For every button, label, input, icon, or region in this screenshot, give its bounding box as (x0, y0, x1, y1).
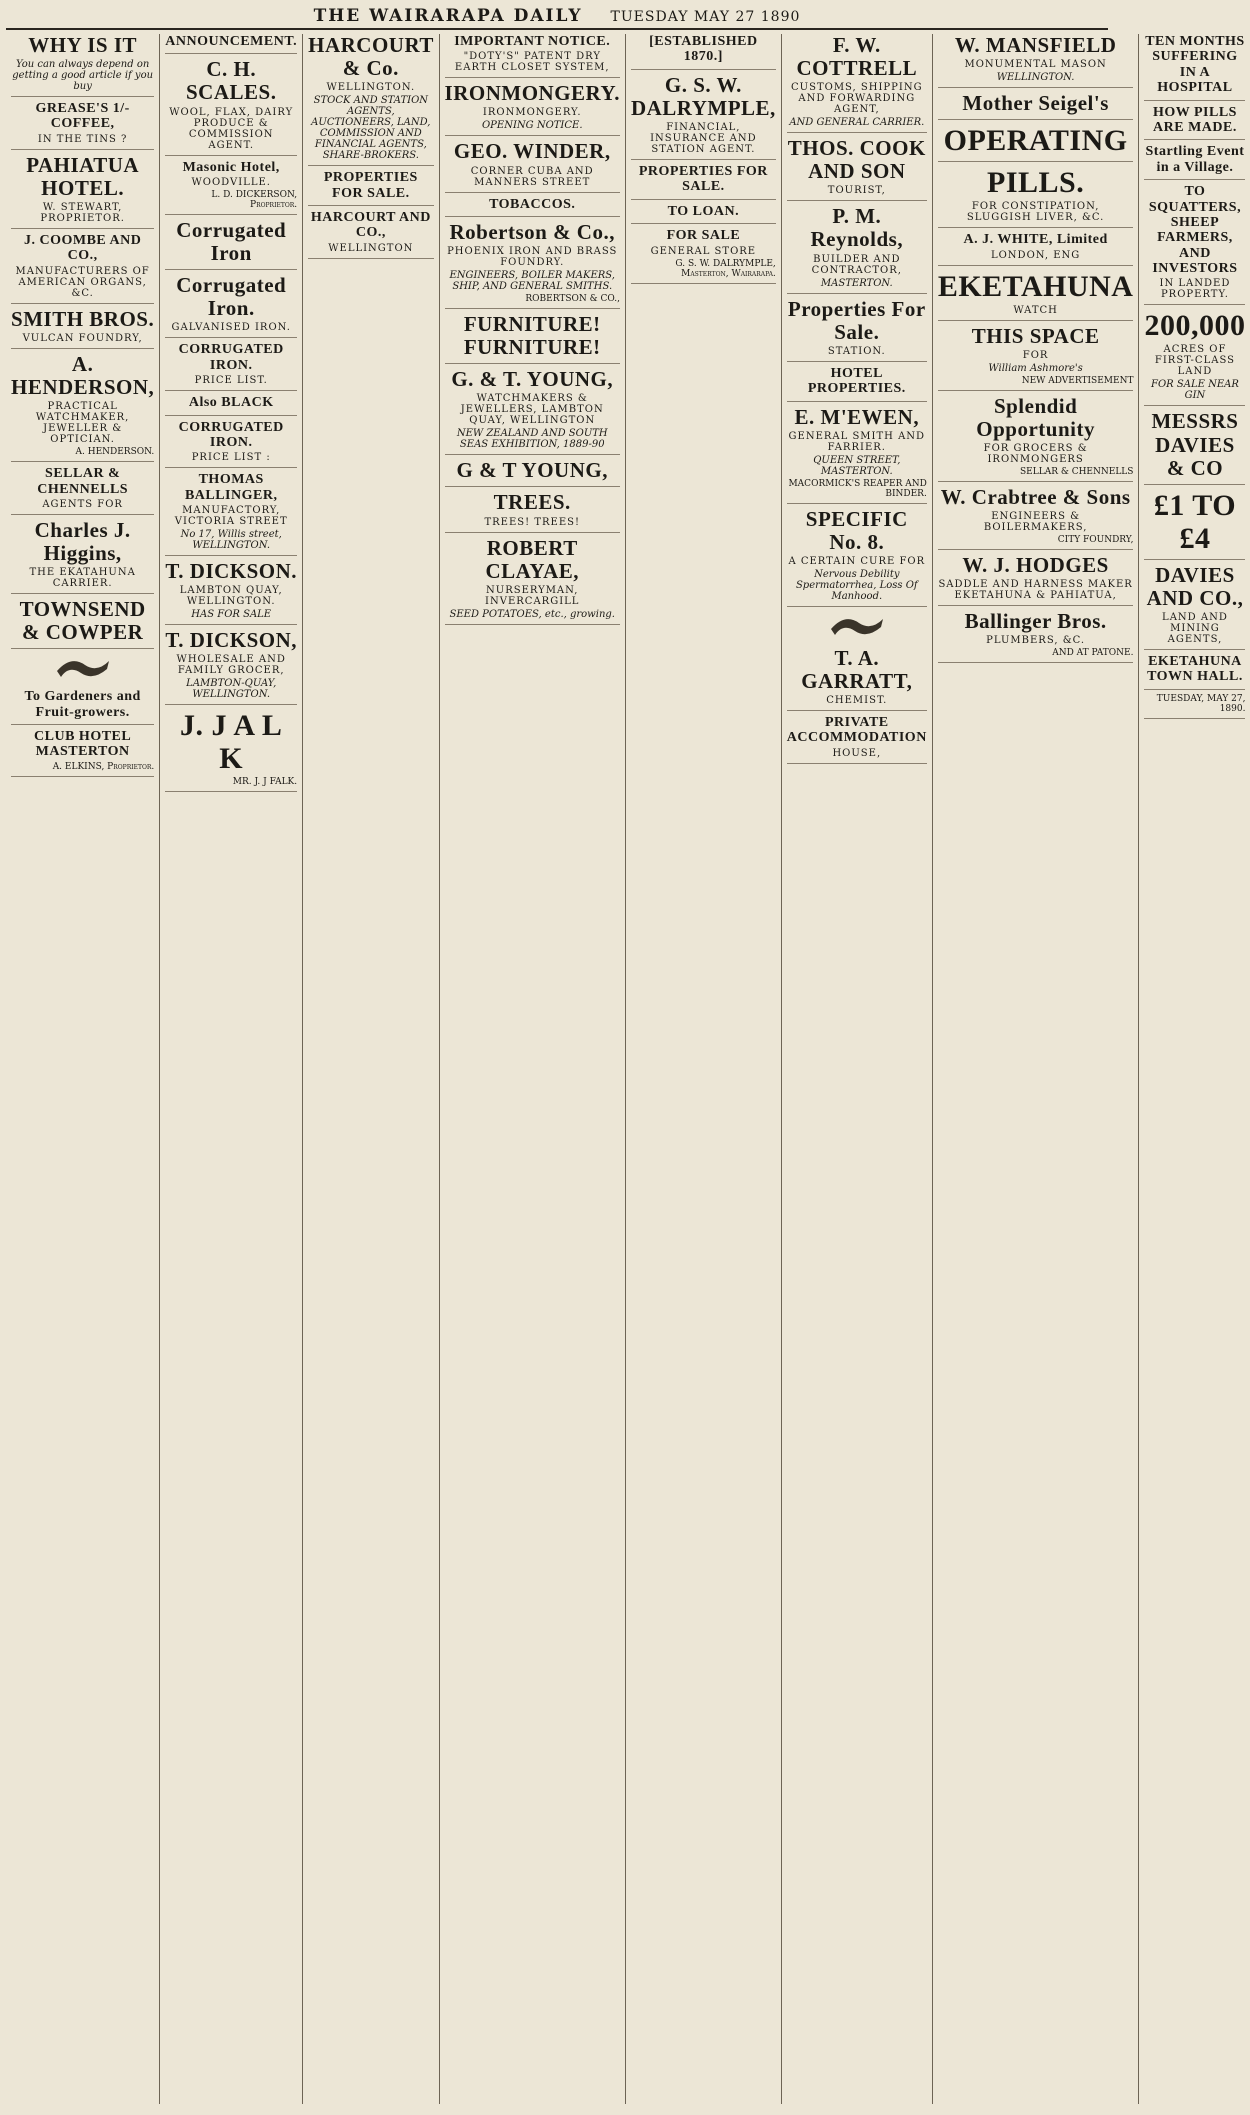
ad-headline: G & T YOUNG, (456, 458, 608, 483)
advertisement (165, 472, 297, 556)
ad-subhead: GENERAL STORE (650, 245, 757, 257)
ad-headline: SMITH BROS. (11, 306, 155, 331)
ad-body: SEED POTATOES, etc., growing. (449, 608, 615, 620)
ad-signoff: A. ELKINS, Proprietor. (52, 761, 155, 772)
ad-headline: Ballinger Bros. (964, 609, 1107, 634)
ad-headline: CLUB HOTEL MASTERTON (34, 729, 132, 760)
column-5 (626, 34, 782, 2104)
column-2 (160, 34, 303, 2104)
ad-headline: DAVIES AND CO., (1146, 562, 1244, 610)
ad-headline: PRIVATE ACCOMMODATION (786, 715, 927, 746)
ad-signoff: TUESDAY, MAY 27, 1890. (1156, 693, 1246, 714)
advertisement (445, 537, 620, 625)
ad-subhead: WOOL, FLAX, DAIRY PRODUCE & COMMISSION AGENT. (169, 106, 294, 151)
ad-body: STOCK AND STATION AGENTS, AUCTIONEERS, LAND, COMMISSION AND FINANCIAL AGENTS, SHARE-BROKERS. (311, 95, 431, 162)
ad-headline: CORRUGATED IRON. (178, 419, 284, 450)
ad-subhead: HOUSE, (832, 747, 882, 759)
ad-subhead: FOR GROCERS & IRONMONGERS (983, 442, 1088, 465)
advertisement (165, 160, 297, 215)
ad-body: LAMBTON-QUAY, WELLINGTON. (186, 678, 277, 701)
ad-headline: 200,000 (1144, 309, 1246, 343)
ad-signoff: MR. J. J FALK. (232, 777, 298, 788)
advertisement (1144, 144, 1245, 180)
ad-headline: PROPERTIES FOR SALE. (323, 170, 418, 201)
ad-headline: Charles J. Higgins, (34, 517, 131, 565)
ad-subhead: TREES! TREES! (484, 516, 580, 528)
advertisement (165, 274, 297, 338)
ad-headline: Corrugated Iron (176, 217, 287, 266)
column-3 (303, 34, 439, 2104)
ad-signoff: L. D. DICKERSON, Proprietor. (211, 189, 298, 210)
saddle-engraving-icon (53, 653, 113, 683)
ad-headline: A. J. WHITE, Limited (963, 232, 1108, 248)
masthead-date: TUESDAY MAY 27 1890 (610, 9, 801, 25)
advertisement (165, 34, 297, 54)
ad-headline: Splendid Opportunity (976, 393, 1095, 441)
ad-headline: GEO. WINDER, (453, 139, 611, 164)
ad-headline: [ESTABLISHED 1870.] (649, 34, 758, 65)
advertisement (11, 519, 154, 594)
column-8 (1139, 34, 1250, 2104)
ad-body: HAS FOR SALE (191, 609, 272, 621)
ad-signoff: NEW ADVERTISEMENT (1021, 375, 1134, 386)
ad-headline: Robertson & Co., (449, 219, 615, 244)
advertisement (445, 34, 620, 78)
column-4 (440, 34, 626, 2104)
ad-subhead: AGENTS FOR (42, 498, 123, 510)
ad-headline: FURNITURE! FURNITURE! (463, 312, 601, 360)
ad-subhead: PHOENIX IRON AND BRASS FOUNDRY. (447, 246, 618, 269)
ad-headline: TO LOAN. (667, 203, 740, 219)
column-7 (933, 34, 1140, 2104)
advertisement (445, 368, 620, 455)
ad-headline: G. & T. YOUNG, (451, 367, 614, 392)
ad-subhead: PRICE LIST. (194, 375, 268, 387)
ad-headline: Also BLACK (188, 395, 274, 411)
advertisement (1144, 654, 1245, 690)
ad-headline: SPECIFIC No. 8. (805, 506, 908, 554)
ad-headline: EKETAHUNA TOWN HALL. (1147, 653, 1243, 685)
advertisement (165, 560, 297, 625)
ad-subhead: IRONMONGERY. (482, 107, 582, 119)
advertisement (165, 219, 297, 270)
ad-headline: HOTEL PROPERTIES. (807, 365, 906, 397)
ad-subhead: ENGINEERS & BOILERMAKERS, (983, 510, 1088, 533)
advertisement (11, 308, 154, 349)
ad-subhead: PLUMBERS, &C. (986, 635, 1086, 647)
ad-headline: £1 TO £4 (1153, 488, 1237, 555)
advertisement (938, 270, 1134, 321)
ad-headline: W. J. HODGES (962, 552, 1109, 577)
advertisement (631, 74, 776, 160)
ad-headline: PROPERTIES FOR SALE. (638, 163, 768, 195)
advertisement (308, 170, 433, 206)
ad-subhead: LAMBTON QUAY, WELLINGTON. (179, 585, 283, 608)
advertisement (938, 395, 1134, 482)
ad-body: MASTERTON. (820, 277, 893, 289)
ad-headline: A. HENDERSON, (11, 351, 155, 400)
ad-subhead: LAND AND MINING AGENTS, (1162, 611, 1228, 645)
ad-headline: Corrugated Iron. (176, 273, 287, 321)
ad-headline: FOR SALE (666, 228, 741, 244)
advertisement (938, 232, 1134, 265)
ad-headline: CORRUGATED IRON. (178, 342, 284, 373)
advertisement (11, 101, 154, 150)
ad-subhead: CORNER CUBA AND MANNERS STREET (470, 165, 594, 188)
ad-subhead: IN THE TINS ? (37, 133, 128, 145)
ad-subhead: MONUMENTAL MASON (964, 59, 1107, 71)
advertisement (165, 709, 297, 792)
ad-headline: OPERATING (943, 124, 1128, 158)
ad-headline: TOBACCOS. (489, 196, 576, 212)
advertisement (11, 466, 154, 515)
ad-subhead: CUSTOMS, SHIPPING AND FORWARDING AGENT, (791, 82, 923, 116)
ad-subhead: LONDON, ENG (990, 249, 1081, 261)
ad-headline: HOW PILLS ARE MADE. (1152, 104, 1237, 135)
ad-subhead: WOODVILLE. (191, 176, 271, 188)
ad-headline: PAHIATUA HOTEL. (26, 152, 140, 200)
ad-subhead: GALVANISED IRON. (171, 322, 291, 334)
ad-headline: T. DICKSON, (165, 628, 298, 653)
ad-subhead: WELLINGTON (328, 242, 414, 254)
advertisement (445, 313, 620, 364)
ad-body: You can always depend on getting a good article if you buy (12, 59, 154, 93)
advertisement (787, 298, 927, 362)
ad-headline: W. Crabtree & Sons (940, 484, 1131, 509)
ad-signoff: AND AT PATONE. (1052, 648, 1134, 659)
ad-headline: IMPORTANT NOTICE. (454, 34, 611, 49)
advertisement (1144, 105, 1245, 141)
ad-signoff: CITY FOUNDRY, (1057, 534, 1134, 545)
advertisement (787, 137, 927, 201)
ad-subhead: FINANCIAL, INSURANCE AND STATION AGENT. (650, 121, 757, 155)
engraving-ornament (787, 611, 927, 643)
advertisement (445, 140, 620, 192)
ad-headline: WHY IS IT (28, 33, 138, 57)
advertisement (165, 58, 297, 155)
ad-headline: TOWNSEND & COWPER (19, 597, 146, 645)
ad-body: AND GENERAL CARRIER. (789, 117, 925, 129)
ad-signoff: A. HENDERSON. (75, 447, 155, 458)
ad-headline: HARCOURT AND CO., (310, 209, 431, 241)
advertisement (631, 34, 776, 70)
ad-headline: T. DICKSON. (165, 559, 298, 584)
ad-headline: To Gardeners and Fruit-growers. (24, 689, 141, 720)
advertisement (938, 486, 1134, 550)
columns-grid (6, 33, 1246, 2104)
ad-headline: E. M'EWEN, (794, 404, 920, 429)
advertisement (11, 353, 154, 462)
ad-headline: EKETAHUNA (937, 269, 1134, 303)
saddle-engraving-icon (827, 611, 887, 641)
advertisement (938, 92, 1134, 120)
advertisement (1144, 694, 1245, 719)
masthead-title: THE WAIRARAPA DAILY (313, 6, 583, 26)
advertisement (445, 459, 620, 487)
ad-headline: P. M. Reynolds, (810, 204, 904, 252)
advertisement (938, 325, 1134, 391)
advertisement (787, 715, 927, 764)
ad-headline: THOS. COOK AND SON (787, 136, 926, 184)
ad-headline: TO SQUATTERS, SHEEP FARMERS, AND INVESTORS (1148, 184, 1242, 277)
ad-subhead: WHOLESALE AND FAMILY GROCER, (176, 654, 286, 677)
ad-subhead: WATCHMAKERS & JEWELLERS, LAMBTON QUAY, WELLINGTON (460, 393, 604, 427)
ad-subhead: ACRES OF FIRST-CLASS LAND (1154, 344, 1235, 378)
ad-body: OPENING NOTICE. (481, 120, 583, 132)
advertisement (11, 689, 154, 725)
advertisement (11, 729, 154, 777)
ad-headline: PILLS. (987, 166, 1085, 200)
ad-headline: J. COOMBE AND CO., (23, 233, 142, 264)
ad-subhead: "DOTY'S" PATENT DRY EARTH CLOSET SYSTEM, (454, 51, 610, 74)
ad-subhead: STATION. (827, 345, 886, 357)
advertisement (445, 82, 620, 136)
advertisement (308, 210, 433, 259)
ad-headline: GREASE'S 1/- COFFEE, (35, 101, 130, 132)
ad-headline: TREES. (493, 490, 571, 515)
ad-body: FOR SALE NEAR GIN (1151, 379, 1239, 402)
ad-subhead: TOURIST, (827, 185, 886, 197)
advertisement (11, 154, 154, 229)
advertisement (787, 406, 927, 504)
advertisement (938, 554, 1134, 606)
ad-signoff: SELLAR & CHENNELLS (1020, 466, 1134, 477)
ad-subhead: BUILDER AND CONTRACTOR, (811, 253, 902, 276)
advertisement (631, 228, 776, 283)
ad-body: ENGINEERS, BOILER MAKERS, SHIP, AND GENERAL SMITHS. (449, 270, 615, 293)
advertisement (1144, 184, 1245, 305)
ad-body: William Ashmore's (988, 362, 1083, 374)
ad-subhead: MANUFACTURERS OF AMERICAN ORGANS, &C. (15, 265, 150, 299)
ad-headline: THOMAS BALLINGER, (184, 472, 278, 503)
ad-headline: SELLAR & CHENNELLS (37, 466, 129, 497)
engraving-ornament (11, 653, 154, 685)
ad-headline: W. MANSFIELD (954, 33, 1117, 57)
ad-headline: ANNOUNCEMENT. (165, 34, 298, 49)
advertisement (11, 34, 154, 97)
ad-subhead: NURSERYMAN, INVERCARGILL (485, 584, 580, 607)
ad-headline: Startling Event in a Village. (1145, 144, 1245, 175)
advertisement (445, 197, 620, 217)
ad-headline: IRONMONGERY. (444, 81, 620, 106)
ad-subhead: CHEMIST. (826, 695, 888, 706)
advertisement (631, 204, 776, 224)
ad-body: NEW ZEALAND AND SOUTH SEAS EXHIBITION, 1889-90 (456, 428, 608, 451)
ad-subhead: VULCAN FOUNDRY, (22, 332, 143, 344)
advertisement (1144, 564, 1245, 650)
advertisement (165, 342, 297, 391)
ad-body: No 17, Willis street, WELLINGTON. (180, 529, 282, 552)
advertisement (787, 34, 927, 133)
advertisement (938, 166, 1134, 228)
ad-subhead: PRICE LIST : (191, 452, 271, 464)
advertisement (787, 508, 927, 607)
ad-subhead: MANUFACTORY, VICTORIA STREET (174, 505, 288, 528)
ad-headline: Mother Seigel's (962, 91, 1109, 116)
advertisement (938, 610, 1134, 663)
advertisement (787, 205, 927, 293)
advertisement (1144, 34, 1245, 101)
ad-signoff: G. S. W. DALRYMPLE, Masterton, Wairarapa. (675, 258, 776, 279)
ad-headline: HARCOURT & Co. (308, 33, 434, 81)
advertisement (445, 491, 620, 532)
ad-subhead: W. STEWART, PROPRIETOR. (40, 202, 125, 225)
ad-subhead: PRACTICAL WATCHMAKER, JEWELLER & OPTICIAN. (35, 401, 130, 446)
advertisement (165, 629, 297, 705)
ad-subhead: IN LANDED PROPERTY. (1159, 278, 1231, 301)
ad-subhead: THE EKATAHUNA CARRIER. (29, 567, 136, 590)
advertisement (1144, 309, 1245, 406)
ad-subhead: WATCH (1013, 304, 1058, 316)
advertisement (938, 124, 1134, 162)
ad-signoff: MACORMICK'S REAPER AND BINDER. (788, 478, 927, 499)
ad-headline: MESSRS DAVIES & CO (1151, 409, 1239, 480)
ad-subhead: WELLINGTON. (326, 82, 416, 94)
advertisement (165, 420, 297, 469)
advertisement (938, 34, 1134, 88)
ad-body: QUEEN STREET, MASTERTON. (813, 454, 901, 477)
advertisement (165, 395, 297, 415)
ad-headline: Masonic Hotel, (182, 159, 280, 175)
ad-subhead: SADDLE AND HARNESS MAKER EKETAHUNA & PAHIATUA, (938, 579, 1133, 602)
ad-headline: F. W. COTTRELL (796, 33, 918, 81)
advertisement (787, 647, 927, 711)
ad-subhead: FOR (1022, 349, 1049, 361)
ad-headline: TEN MONTHS SUFFERING IN A HOSPITAL (1145, 34, 1245, 96)
column-1 (6, 34, 160, 2104)
advertisement (1144, 489, 1245, 560)
advertisement (1144, 410, 1245, 484)
column-6 (782, 34, 933, 2104)
ad-headline: T. A. GARRATT, (801, 645, 913, 693)
ad-subhead: FOR CONSTIPATION, SLUGGISH LIVER, &C. (966, 201, 1105, 224)
ad-headline: J. J A L K (180, 709, 283, 776)
ad-body: Nervous Debility Spermatorrhea, Loss Of Manhood. (795, 568, 918, 602)
ad-headline: G. S. W. DALRYMPLE, (630, 72, 776, 120)
ad-subhead: A CERTAIN CURE FOR (788, 555, 926, 567)
advertisement (445, 221, 620, 309)
ad-headline: C. H. SCALES. (185, 57, 277, 105)
advertisement (631, 164, 776, 200)
ad-subhead: GENERAL SMITH AND FARRIER. (788, 430, 926, 453)
advertisement (11, 598, 154, 649)
ad-signoff: ROBERTSON & CO., (525, 294, 620, 305)
advertisement (308, 34, 433, 166)
advertisement (11, 233, 154, 304)
ad-headline: THIS SPACE (971, 323, 1100, 348)
ad-headline: ROBERT CLAYAE, (485, 535, 580, 583)
ad-headline: Properties For Sale. (787, 296, 926, 344)
advertisement (787, 366, 927, 402)
ad-body: WELLINGTON. (996, 72, 1075, 84)
masthead (6, 6, 1108, 30)
